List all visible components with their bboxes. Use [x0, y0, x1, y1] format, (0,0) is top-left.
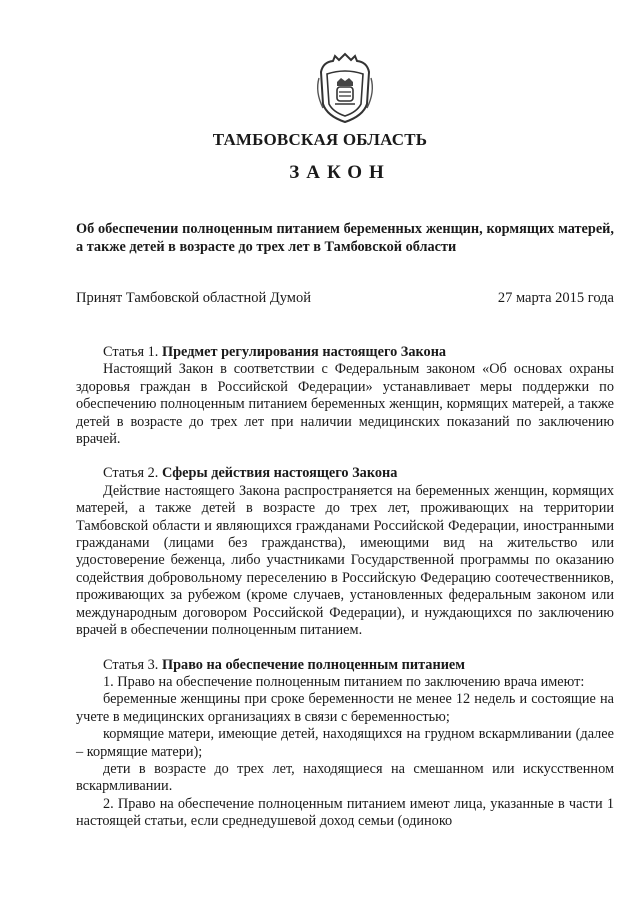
- article-number: Статья 2.: [103, 465, 162, 482]
- article-number: Статья 1.: [103, 344, 162, 360]
- adoption-date: 27 марта 2015 года: [497, 290, 614, 306]
- coat-of-arms-icon: [313, 52, 377, 126]
- law-subject-title: Об обеспечении полноценным питанием беременных женщин, кормящих матерей, а также детей в возрасте до трех лет в Тамбовской области: [76, 221, 614, 255]
- article-1: [76, 344, 614, 448]
- document-type-title: ЗАКОН: [289, 162, 391, 183]
- article-title: Право на обеспечение полноценным питанием: [161, 656, 466, 673]
- article-number: Статья 3.: [103, 656, 162, 673]
- article-title: Сферы действия настоящего Закона: [161, 465, 398, 482]
- article-paragraph: дети в возрасте до трех лет, находящиеся на смешанном или искусственном вскармливании.: [76, 760, 614, 795]
- article-heading: [76, 657, 614, 674]
- article-paragraph: 1. Право на обеспечение полноценным питанием по заключению врача имеют:: [103, 673, 585, 690]
- article-3: [76, 657, 614, 831]
- region-title: ТАМБОВСКАЯ ОБЛАСТЬ: [212, 130, 428, 149]
- adopted-by: Принят Тамбовской областной Думой: [76, 290, 311, 306]
- article-paragraph: Настоящий Закон в соответствии с Федеральным законом «Об основах охраны здоровья граждан в Российской Федерации» устанавливает меры поддержки по обеспечению полноценным питанием беременных женщин, кормящих матерей, а также детей в возрасте до трех лет при наличии медицинских показаний по заключению врачей.: [76, 361, 614, 448]
- article-heading: [76, 344, 614, 361]
- article-paragraph: беременные женщины при сроке беременности не менее 12 недель и состоящие на учете в медицинских организациях в связи с беременностью;: [76, 691, 614, 725]
- article-2: [76, 465, 614, 639]
- article-paragraph: Действие настоящего Закона распространяется на беременных женщин, кормящих матерей, а также детей в возрасте до трех лет, проживающих на территории Тамбовской области и являющихся гражданами Российской Федерации, иностранными гражданами (лицами без гражданства), имеющими вид на жительство или удостоверение беженца, либо участниками Государственной программы по оказанию содействия добровольному переселению в Российскую Федерацию соотечественников, проживающих за рубежом (кроме случаев, установленных федеральным законом или международным договором Российской Федерации), и нуждающихся по заключению врачей в обеспечении полноценным питанием.: [76, 482, 614, 639]
- article-title: Предмет регулирования настоящего Закона: [161, 344, 447, 360]
- law-body: [76, 344, 614, 831]
- article-heading: [76, 465, 614, 482]
- article-paragraph: 2. Право на обеспечение полноценным питанием имеют лица, указанные в части 1 настоящей статьи, если среднедушевой доход семьи (одиноко: [76, 795, 614, 830]
- article-paragraph: кормящие матери, имеющие детей, находящихся на грудном вскармливании (далее – кормящие матери);: [76, 726, 614, 760]
